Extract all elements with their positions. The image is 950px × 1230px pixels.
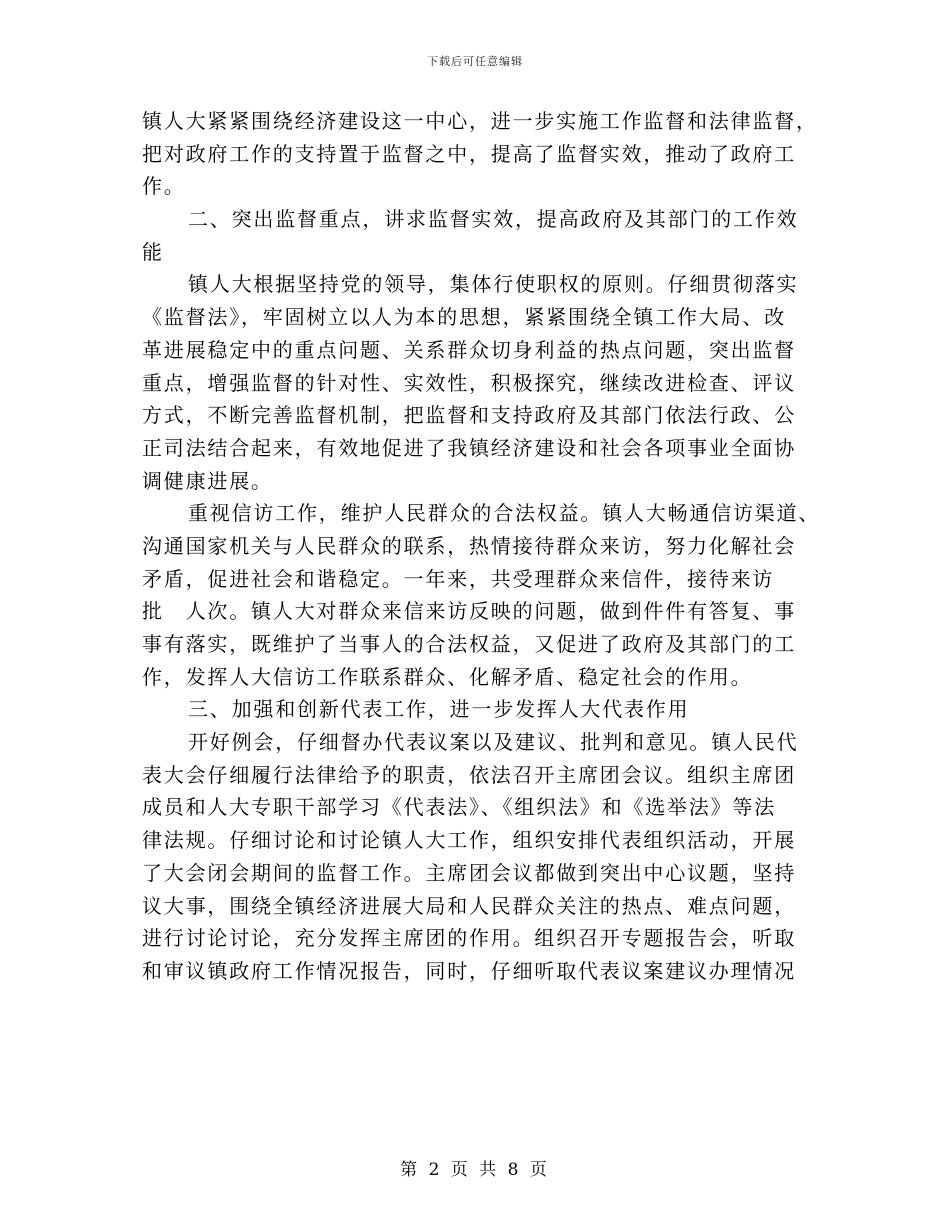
- text-line: 律法规。仔细讨论和讨论镇人大工作，组织安排代表组织活动，开展: [142, 828, 796, 853]
- text-line: 方式，不断完善监督机制，把监督和支持政府及其部门依法行政、公: [142, 403, 796, 428]
- text-line: 重点，增强监督的针对性、实效性，积极探究，继续改进检查、评议: [142, 370, 796, 395]
- text-line: 了大会闭会期间的监督工作。主席团会议都做到突出中心议题，坚持: [142, 860, 796, 885]
- page-header-note: 下载后可任意编辑: [427, 55, 523, 68]
- text-line: 事有落实，既维护了当事人的合法权益，又促进了政府及其部门的工: [142, 632, 796, 656]
- text-line: 镇人大根据坚持党的领导，集体行使职权的原则。仔细贯彻落实: [188, 272, 799, 297]
- text-line: 调健康进展。: [142, 468, 273, 493]
- text-line: 议大事，围绕全镇经济进展大局和人民群众关注的热点、难点问题，: [142, 893, 796, 918]
- text-line: 把对政府工作的支持置于监督之中，提高了监督实效，推动了政府工: [142, 141, 796, 166]
- page-number-footer: 第 2 页 共 8 页: [400, 1160, 550, 1180]
- text-line: 进行讨论讨论，充分发挥主席团的作用。组织召开专题报告会，听取: [142, 926, 796, 951]
- text-line: 表大会仔细履行法律给予的职责，依法召开主席团会议。组织主席团: [142, 762, 796, 787]
- text-line: 作，发挥人大信访工作联系群众、化解矛盾、稳定社会的作用。: [142, 664, 753, 689]
- text-line: 矛盾，促进社会和谐稳定。一年来，共受理群众来信件，接待来访: [142, 566, 775, 591]
- text-line: 《监督法》，牢固树立以人为本的思想，紧紧围绕全镇工作大局、改: [142, 305, 786, 330]
- text-line: 二、突出监督重点，讲求监督实效，提高政府及其部门的工作效: [188, 207, 799, 232]
- text-line: 能: [142, 239, 164, 264]
- text-line: 三、加强和创新代表工作，进一步发挥人大代表作用: [188, 697, 690, 722]
- text-line: 沟通国家机关与人民群众的联系，热情接待群众来访，努力化解社会: [142, 533, 796, 558]
- text-line: 批 人次。镇人大对群众来信来访反映的问题，做到件件有答复、事: [142, 599, 796, 624]
- text-line: 开好例会，仔细督办代表议案以及建议、批判和意见。镇人民代: [188, 730, 799, 755]
- text-line: 成员和人大专职干部学习《代表法》、《组织法》和《选举法》等法: [142, 795, 776, 820]
- text-line: 镇人大紧紧围绕经济建设这一中心，进一步实施工作监督和法律监督，: [142, 109, 818, 133]
- text-line: 和审议镇政府工作情况报告，同时，仔细听取代表议案建议办理情况: [142, 958, 796, 983]
- text-line: 重视信访工作，维护人民群众的合法权益。镇人大畅通信访渠道、: [188, 501, 821, 526]
- text-line: 作。: [142, 174, 186, 199]
- text-line: 正司法结合起来，有效地促进了我镇经济建设和社会各项事业全面协: [142, 435, 796, 460]
- document-body: [142, 105, 821, 988]
- text-line: 革进展稳定中的重点问题、关系群众切身利益的热点问题，突出监督: [142, 337, 796, 362]
